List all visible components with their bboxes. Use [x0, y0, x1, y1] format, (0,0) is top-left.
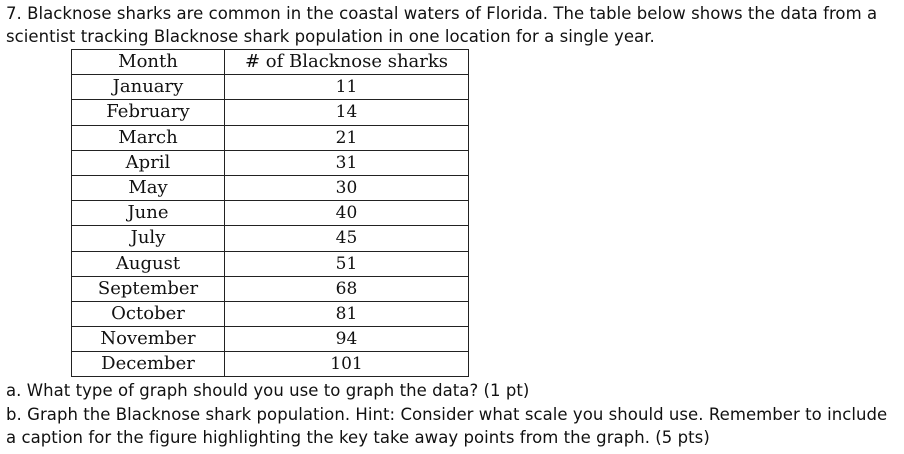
table-row [72, 301, 469, 326]
table-row [72, 175, 469, 200]
question-part-b-line-1: b. Graph the Blacknose shark population. Hint: Consider what scale you should use. Remember to include [6, 405, 888, 424]
question-part-b-line-2: a caption for the figure highlighting the key take away points from the graph. (5 pts) [6, 428, 710, 447]
table-row [72, 226, 469, 251]
month-cell: November [72, 327, 225, 352]
month-cell: March [72, 125, 225, 150]
month-cell: June [72, 201, 225, 226]
table-row [72, 327, 469, 352]
table-row [72, 251, 469, 276]
month-cell: August [72, 251, 225, 276]
month-cell: December [72, 352, 225, 377]
table-header-row [72, 50, 469, 75]
table-row [72, 75, 469, 100]
month-cell: September [72, 276, 225, 301]
count-cell: 51 [225, 251, 469, 276]
count-cell: 31 [225, 150, 469, 175]
count-cell: 94 [225, 327, 469, 352]
month-cell: January [72, 75, 225, 100]
table-row [72, 125, 469, 150]
count-cell: 21 [225, 125, 469, 150]
count-cell: 81 [225, 301, 469, 326]
shark-population-table [71, 49, 469, 377]
header-shark-count: # of Blacknose sharks [225, 50, 469, 75]
count-cell: 68 [225, 276, 469, 301]
question-intro-line-1: 7. Blacknose sharks are common in the coastal waters of Florida. The table below shows the data from a [6, 4, 878, 23]
count-cell: 40 [225, 201, 469, 226]
count-cell: 45 [225, 226, 469, 251]
table-row [72, 201, 469, 226]
question-intro-line-2: scientist tracking Blacknose shark population in one location for a single year. [6, 27, 655, 46]
month-cell: May [72, 175, 225, 200]
question-part-a: a. What type of graph should you use to graph the data? (1 pt) [6, 381, 530, 400]
month-cell: February [72, 100, 225, 125]
table-row [72, 276, 469, 301]
count-cell: 11 [225, 75, 469, 100]
count-cell: 101 [225, 352, 469, 377]
header-month: Month [72, 50, 225, 75]
month-cell: October [72, 301, 225, 326]
table-row [72, 352, 469, 377]
month-cell: July [72, 226, 225, 251]
count-cell: 30 [225, 175, 469, 200]
month-cell: April [72, 150, 225, 175]
table-row [72, 100, 469, 125]
table-row [72, 150, 469, 175]
count-cell: 14 [225, 100, 469, 125]
